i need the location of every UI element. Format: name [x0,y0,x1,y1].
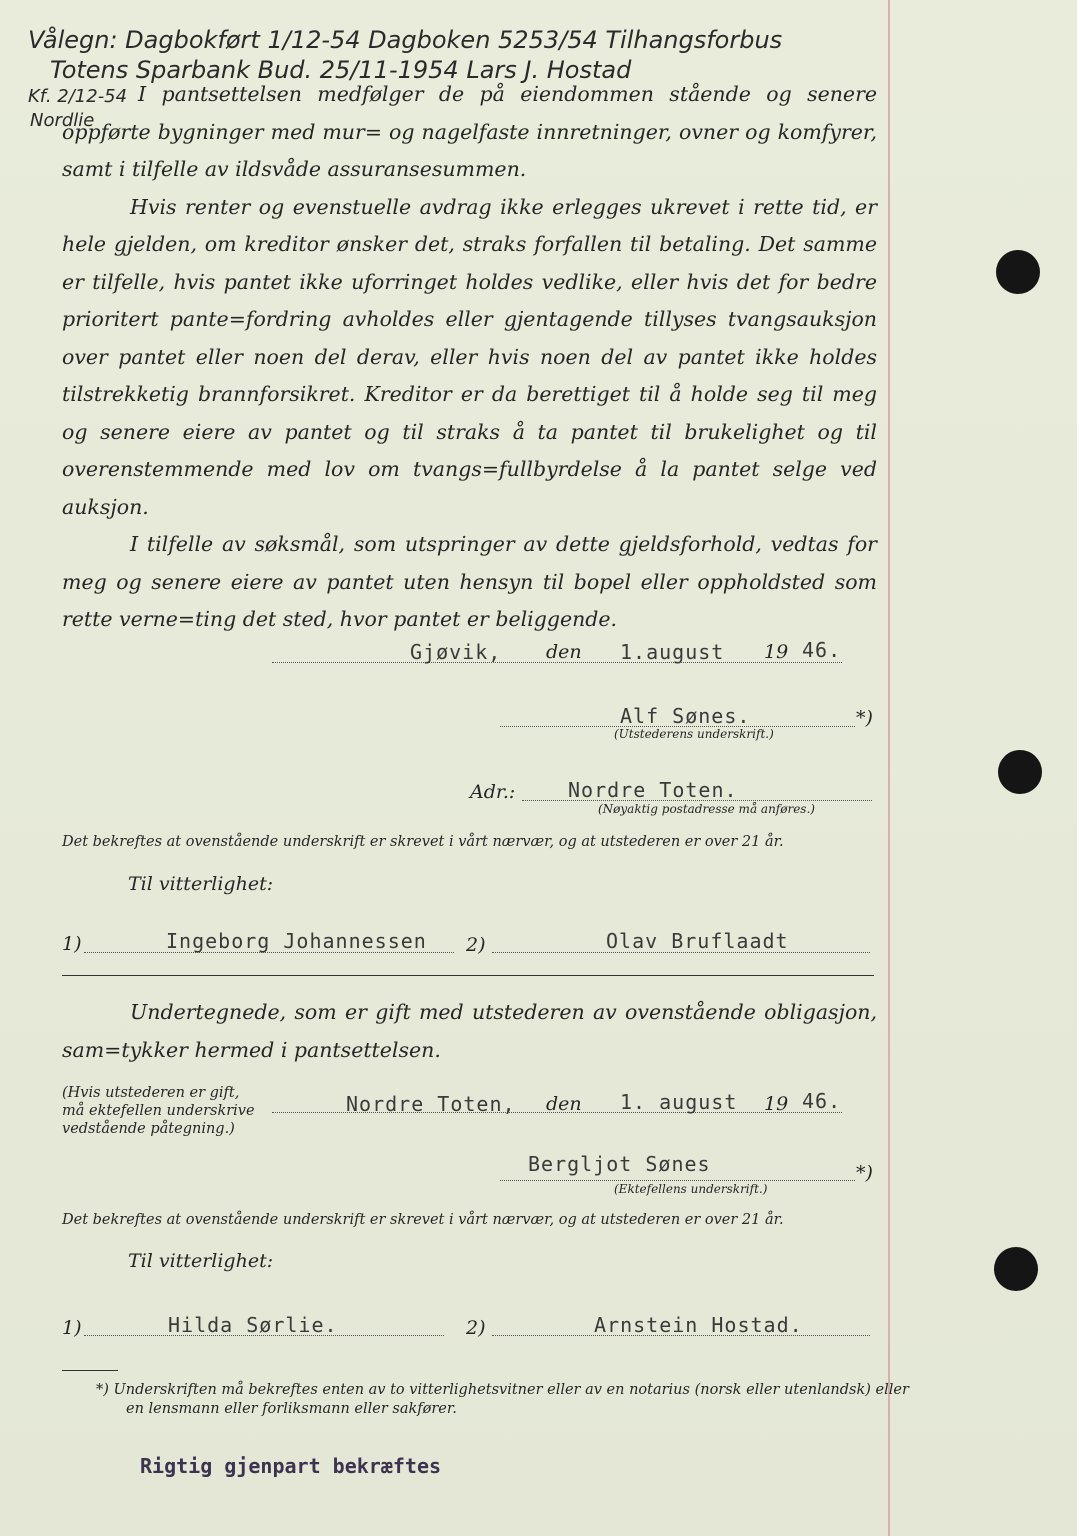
paragraph-pledge: I pantsettelsen medfølger de på eiendommen stående og senere oppførte bygninger med mur= og nagelfaste innretninger, ovner og komfyrer, samt i tilfelle av ildsvåde assuransesummen. [62,82,877,181]
issuer-year: 46. [802,638,842,662]
address-label: Adr.: [470,781,516,803]
address-caption: (Nøyaktig postadresse må anføres.) [598,802,815,816]
spouse-year: 46. [802,1089,842,1113]
witness-3-name: Hilda Sørlie. [168,1313,338,1337]
issuer-signature: Alf Sønes. [620,704,751,728]
footnote-line-2: en lensmann eller forliksmann eller sakfører. [126,1401,457,1417]
spouse-note [62,1084,255,1138]
paragraph-jurisdiction: I tilfelle av søksmål, som utspringer av dette gjeldsforhold, vedtas for meg og senere eiere av pantet uten hensyn til bopel eller oppholdsted som rette verne=ting det sted, hvor pantet er beliggende. [62,532,877,631]
section-divider [62,975,874,976]
witness-label-1: Til vitterlighet: [128,873,274,895]
punch-hole-icon [994,1247,1038,1291]
confirmation-text-1: Det bekreftes at ovenstående underskrift er skrevet i vårt nærvær, og at utstederen er over 21 år. [62,834,784,850]
spouse-year-prefix: 19 [764,1093,789,1115]
witness-4-name: Arnstein Hostad. [594,1313,803,1337]
confirmation-text-2: Det bekreftes at ovenstående underskrift er skrevet i vårt nærvær, og at utstederen er over 21 år. [62,1212,784,1228]
spouse-star: *) [856,1162,873,1184]
spouse-signature-caption: (Ektefellens underskrift.) [614,1182,768,1196]
issuer-den: den [546,641,582,663]
spouse-date: 1. august [620,1090,738,1114]
footnote-rule [62,1370,118,1371]
witness-3-number: 1) [62,1317,82,1339]
punch-hole-icon [996,250,1040,294]
issuer-star: *) [856,707,873,729]
handwritten-note-line-2: Totens Sparbank Bud. 25/11-1954 Lars J. Hostad [50,56,632,84]
issuer-place: Gjøvik, [410,640,502,664]
spouse-signature-line [500,1180,855,1181]
margin-rule [888,0,890,1536]
witness-4-number: 2) [466,1317,486,1339]
spouse-note-line-2: må ektefellen underskrive [62,1103,255,1119]
issuer-year-prefix: 19 [764,641,789,663]
spouse-note-line-3: vedstående påtegning.) [62,1121,235,1137]
witness-1-name: Ingeborg Johannessen [166,929,427,953]
handwritten-note-line-3: Kf. 2/12-54 [28,86,128,107]
punch-hole-icon [998,750,1042,794]
witness-label-2: Til vitterlighet: [128,1250,274,1272]
issuer-signature-caption: (Utstederens underskrift.) [614,727,774,741]
issuer-address: Nordre Toten. [568,778,738,802]
spouse-den: den [546,1093,582,1115]
handwritten-note-line-1: Vålegn: Dagbokført 1/12-54 Dagboken 5253/54 Tilhangsforbus [28,26,783,54]
spouse-place: Nordre Toten, [346,1092,516,1116]
footnote-line-1: *) Underskriften må bekreftes enten av to vitterlighetsvitner eller av en notarius (norsk eller utenlandsk) eller [96,1382,909,1398]
spouse-note-line-1: (Hvis utstederen er gift, [62,1085,240,1101]
witness-2-name: Olav Bruflaadt [606,929,789,953]
certified-copy-stamp: Rigtig gjenpart bekræftes [140,1454,442,1478]
spouse-consent-text: Undertegnede, som er gift med utstederen av ovenstående obligasjon, sam=tykker hermed i pantsettelsen. [62,1000,877,1062]
witness-2-number: 2) [466,934,486,956]
body-text [62,76,877,639]
handwritten-note-line-4: Nordlie [30,110,95,131]
spouse-signature: Bergljot Sønes [528,1152,711,1176]
paragraph-default: Hvis renter og evenstuelle avdrag ikke erlegges ukrevet i rette tid, er hele gjelden, om kreditor ønsker det, straks forfallen til betaling. Det samme er tilfelle, hvis pantet ikke uforringet holdes vedlike, eller hvis det for bedre prioritert pante=fordring avholdes eller gjentagende tillyses tvangsauksjon over pantet eller noen del derav, eller hvis noen del av pantet ikke holdes tilstrekketig brannforsikret. Kreditor er da berettiget til å holde seg til meg og senere eiere av pantet og til straks å ta pantet til brukelighet og til overenstemmende med lov om tvangs=fullbyrdelse å la pantet selge ved auksjon. [62,194,877,519]
witness-1-number: 1) [62,933,82,955]
issuer-date: 1.august [620,640,725,664]
